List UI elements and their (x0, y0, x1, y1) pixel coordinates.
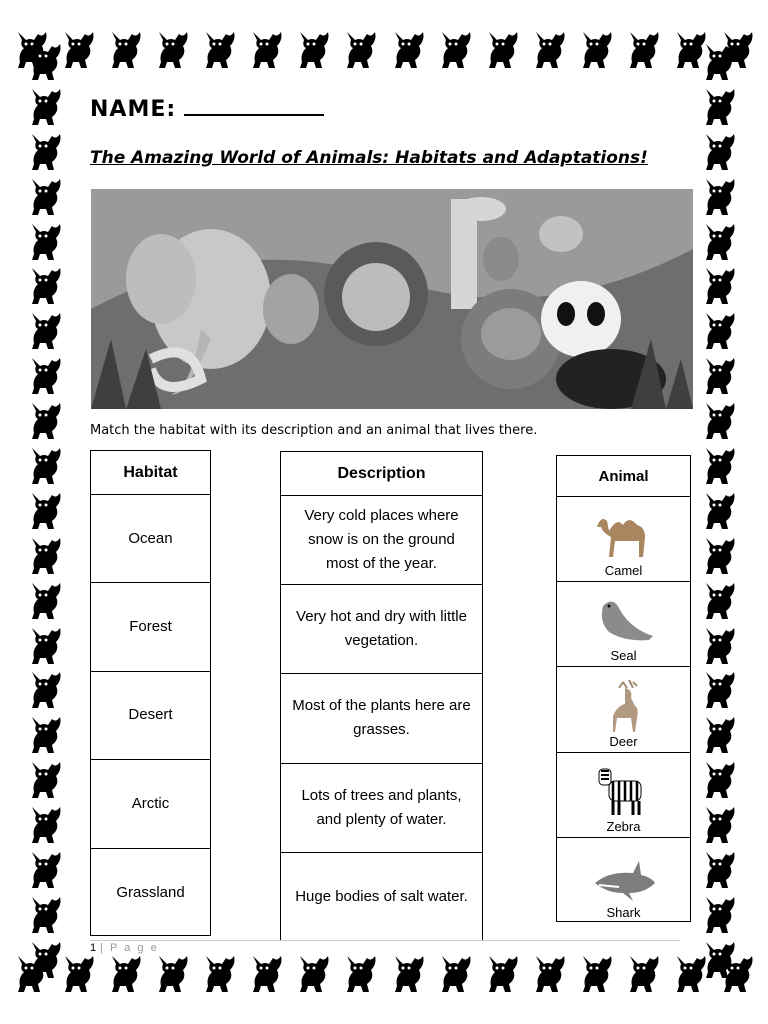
black-cat-icon (26, 713, 64, 755)
description-cell[interactable]: Most of the plants here are grasses. (281, 674, 482, 763)
black-cat-icon (700, 758, 738, 800)
habitat-cell[interactable]: Grassland (116, 883, 185, 901)
black-cat-icon (700, 85, 738, 127)
black-cat-icon (26, 220, 64, 262)
black-cat-icon (530, 952, 568, 994)
page-word: | P a g e (100, 942, 159, 954)
black-cat-icon (700, 220, 738, 262)
animal-label: Shark (606, 904, 641, 920)
name-field (90, 96, 324, 122)
description-cell[interactable]: Huge bodies of salt water. (295, 888, 468, 906)
animal-cell[interactable] (557, 497, 690, 582)
animal-header: Animal (557, 456, 690, 497)
black-cat-icon (700, 938, 738, 980)
black-cat-icon (700, 130, 738, 172)
black-cat-icon (26, 893, 64, 935)
black-cat-icon (200, 952, 238, 994)
black-cat-icon (106, 952, 144, 994)
black-cat-icon (700, 803, 738, 845)
black-cat-icon (700, 309, 738, 351)
black-cat-icon (483, 28, 521, 70)
black-cat-icon (26, 264, 64, 306)
black-cat-icon (26, 85, 64, 127)
animal-label: Deer (609, 733, 638, 749)
seal-icon (589, 592, 659, 648)
black-cat-icon (26, 354, 64, 396)
black-cat-icon (26, 534, 64, 576)
black-cat-icon (341, 952, 379, 994)
black-cat-icon (26, 399, 64, 441)
page-footer (90, 942, 159, 954)
black-cat-icon (700, 40, 738, 82)
description-cell[interactable]: Very cold places where snow is on the ground most of the year. (281, 496, 482, 585)
black-cat-icon (700, 489, 738, 531)
black-cat-icon (26, 444, 64, 486)
black-cat-icon (26, 848, 64, 890)
description-header: Description (281, 452, 482, 496)
animal-label: Seal (610, 648, 637, 664)
animal-cell[interactable] (557, 753, 690, 838)
jungle-animals-illustration (91, 189, 693, 409)
black-cat-icon (700, 399, 738, 441)
instructions-text: Match the habitat with its description and an animal that lives there. (90, 423, 538, 438)
black-cat-icon (436, 952, 474, 994)
worksheet-title: The Amazing World of Animals: Habitats and Adaptations! (90, 148, 648, 168)
black-cat-icon (700, 534, 738, 576)
black-cat-icon (700, 668, 738, 710)
black-cat-icon (700, 175, 738, 217)
black-cat-icon (389, 952, 427, 994)
black-cat-icon (200, 28, 238, 70)
black-cat-icon (247, 952, 285, 994)
black-cat-icon (26, 624, 64, 666)
black-cat-icon (700, 893, 738, 935)
habitat-cell[interactable]: Arctic (91, 760, 210, 848)
habitat-cell[interactable]: Ocean (91, 495, 210, 583)
black-cat-icon (294, 28, 332, 70)
black-cat-icon (483, 952, 521, 994)
black-cat-icon (436, 28, 474, 70)
habitat-table (90, 450, 211, 936)
shark-icon (589, 849, 659, 905)
border-right (700, 40, 750, 980)
name-blank-line[interactable] (184, 96, 324, 116)
description-table (280, 451, 483, 941)
black-cat-icon (700, 848, 738, 890)
black-cat-icon (700, 624, 738, 666)
habitat-cell[interactable]: Desert (91, 672, 210, 760)
black-cat-icon (26, 309, 64, 351)
description-cell[interactable]: Lots of trees and plants, and plenty of water. (281, 764, 482, 853)
black-cat-icon (577, 952, 615, 994)
border-left (26, 40, 76, 980)
footer-divider (90, 940, 680, 941)
black-cat-icon (26, 40, 64, 82)
black-cat-icon (700, 444, 738, 486)
black-cat-icon (26, 130, 64, 172)
border-top (0, 28, 768, 78)
description-cell[interactable]: Very hot and dry with little vegetation. (281, 585, 482, 674)
habitat-header: Habitat (91, 451, 210, 495)
black-cat-icon (700, 264, 738, 306)
black-cat-icon (247, 28, 285, 70)
black-cat-icon (700, 354, 738, 396)
page-number: 1 (90, 942, 97, 954)
black-cat-icon (624, 28, 662, 70)
black-cat-icon (26, 175, 64, 217)
zebra-icon (589, 763, 659, 819)
black-cat-icon (389, 28, 427, 70)
black-cat-icon (153, 28, 191, 70)
animal-cell[interactable] (557, 667, 690, 752)
black-cat-icon (341, 28, 379, 70)
jungle-animals-icon (91, 189, 693, 409)
animal-cell[interactable] (557, 838, 690, 923)
black-cat-icon (577, 28, 615, 70)
deer-icon (589, 678, 659, 734)
black-cat-icon (294, 952, 332, 994)
black-cat-icon (26, 668, 64, 710)
black-cat-icon (700, 579, 738, 621)
black-cat-icon (153, 952, 191, 994)
animal-cell[interactable] (557, 582, 690, 667)
black-cat-icon (700, 713, 738, 755)
black-cat-icon (26, 803, 64, 845)
border-bottom (0, 952, 768, 1002)
black-cat-icon (530, 28, 568, 70)
black-cat-icon (26, 938, 64, 980)
black-cat-icon (106, 28, 144, 70)
animal-table (556, 455, 691, 922)
black-cat-icon (624, 952, 662, 994)
animal-label: Zebra (606, 818, 641, 834)
black-cat-icon (26, 489, 64, 531)
camel-icon (589, 507, 659, 563)
black-cat-icon (26, 758, 64, 800)
habitat-cell[interactable]: Forest (91, 583, 210, 671)
black-cat-icon (26, 579, 64, 621)
name-label: NAME: (90, 97, 177, 122)
animal-label: Camel (604, 563, 643, 579)
